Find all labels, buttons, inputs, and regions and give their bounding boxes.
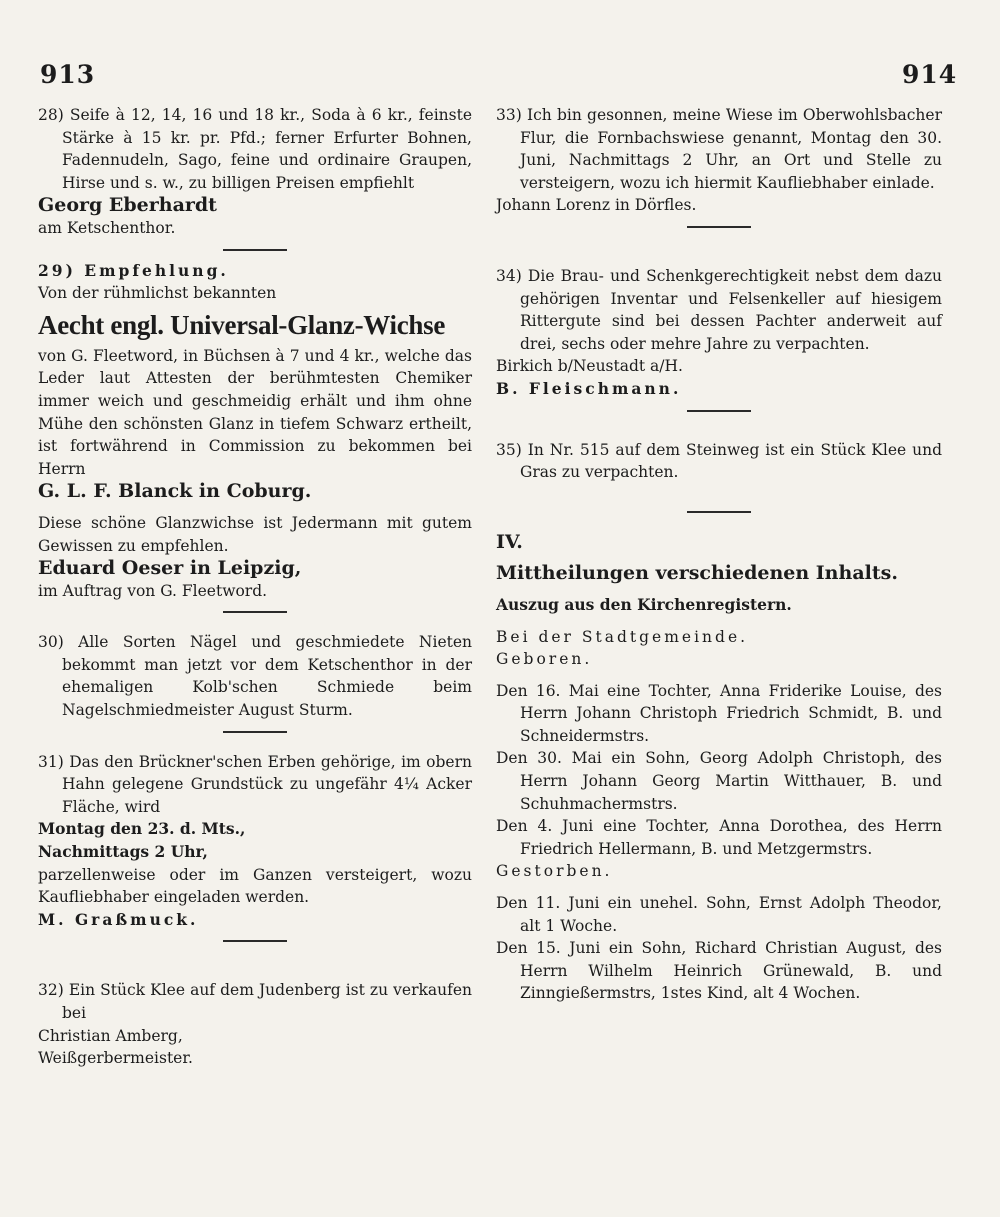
separator-dash: [687, 410, 751, 412]
birth-entry: Den 16. Mai eine Tochter, Anna Friderike Louise, des Herrn Johann Christoph Friedrich Schmidt, B. und Schneidermstrs.: [496, 681, 942, 745]
ad-29-intro: Von der rühmlichst bekannten: [38, 284, 277, 303]
ad-35-text: 35) In Nr. 515 auf dem Steinweg ist ein Stück Klee und Gras zu verpachten.: [496, 440, 942, 482]
section-subtitle: Auszug aus den Kirchenregistern.: [496, 594, 792, 614]
ad-31-date: Montag den 23. d. Mts.,: [38, 819, 246, 839]
ad-29-signature-note: im Auftrag von G. Fleetword.: [38, 581, 268, 600]
ad-31-time: Nachmittags 2 Uhr,: [38, 842, 208, 862]
right-column: [496, 104, 942, 1005]
left-column: [38, 104, 472, 1070]
ad-28-text: 28) Seife à 12, 14, 16 und 18 kr., Soda à 6 kr., feinste Stärke à 15 kr. pr. Pfd.; ferner Erfurter Bohnen, Fadennudeln, Sago, feine und ordinaire Graupen, Hirse und s. w., zu billigen Preisen empfiehlt: [38, 106, 472, 192]
born-heading: Geboren.: [496, 650, 593, 669]
ad-33-text: 33) Ich bin gesonnen, meine Wiese im Oberwohlsbacher Flur, die Fornbachswiese genannt, Montag den 30. Juni, Nachmittags 2 Uhr, an Ort und Stelle zu versteigern, wozu ich hiermit Kaufliebhaber einlade.: [496, 106, 942, 192]
ad-31-text: 31) Das den Brückner'schen Erben gehörige, im obern Hahn gelegene Grundstück zu ungefähr 4¼ Acker Fläche, wird: [38, 752, 472, 816]
separator-dash: [223, 611, 287, 613]
ad-29-product-name: Aecht engl. Universal-Glanz-Wichse: [38, 309, 446, 340]
separator-dash: [223, 940, 287, 942]
ad-34-text: 34) Die Brau- und Schenkgerechtigkeit nebst dem dazu gehörigen Inventar und Felsenkeller auf hiesigem Rittergute sind bei dessen Pachter anderweit auf drei, sechs oder mehre Jahre zu verpachten.: [496, 266, 942, 353]
ad-29-agent: G. L. F. Blanck in Coburg.: [38, 480, 312, 503]
section-title: Mittheilungen verschiedenen Inhalts.: [496, 562, 898, 585]
page-number-left: 913: [40, 60, 96, 89]
ad-28-signature: Georg Eberhardt: [38, 194, 217, 217]
separator-dash: [223, 731, 287, 733]
ad-34-place: Birkich b/Neustadt a/H.: [496, 357, 683, 376]
ad-31-signature: M. Graßmuck.: [38, 909, 199, 929]
ad-32-signature: Christian Amberg,: [38, 1026, 183, 1045]
ad-29-text: von G. Fleetword, in Büchsen à 7 und 4 kr., welche das Leder laut Attesten der berühmtesten Chemiker immer weich und geschmeidig erhält und ihm ohne Mühe den schönsten Glanz in tiefem Schwarz ertheilt, ist fortwährend in Commission zu bekommen bei Herrn: [38, 346, 472, 478]
separator-dash: [223, 249, 287, 251]
ad-30-text: 30) Alle Sorten Nägel und geschmiedete Nieten bekommt man jetzt vor dem Ketschenthor in der ehemaligen Kolb'schen Schmiede beim Nagelschmiedmeister August Sturm.: [38, 633, 472, 720]
ad-29-heading: 29) Empfehlung.: [38, 260, 229, 280]
page-number-right: 914: [902, 60, 958, 89]
separator-dash: [687, 511, 751, 513]
death-entry: Den 15. Juni ein Sohn, Richard Christian August, des Herrn Wilhelm Heinrich Grünewald, B. und Zinngießermstrs, 1stes Kind, alt 4 Wochen.: [496, 939, 942, 1003]
ad-29-signature: Eduard Oeser in Leipzig,: [38, 557, 302, 580]
birth-entry: Den 30. Mai ein Sohn, Georg Adolph Christoph, des Herrn Johann Georg Martin Witthauer, B. und Schuhmachermstrs.: [496, 749, 942, 813]
parish-heading: Bei der Stadtgemeinde.: [496, 627, 749, 646]
ad-29-recommendation: Diese schöne Glanzwichse ist Jedermann mit gutem Gewissen zu empfehlen.: [38, 513, 472, 555]
ad-32-profession: Weißgerbermeister.: [38, 1049, 193, 1068]
ad-34-signature: B. Fleischmann.: [496, 378, 682, 398]
birth-entry: Den 4. Juni eine Tochter, Anna Dorothea, des Herrn Friedrich Hellermann, B. und Metzgermstrs.: [496, 817, 942, 858]
death-entry: Den 11. Juni ein unehel. Sohn, Ernst Adolph Theodor, alt 1 Woche.: [496, 894, 942, 935]
died-heading: Gestorben.: [496, 862, 613, 881]
ad-33-signature: Johann Lorenz in Dörfles.: [496, 196, 697, 215]
ad-31-text-2: parzellenweise oder im Ganzen versteigert, wozu Kaufliebhaber eingeladen werden.: [38, 865, 472, 907]
ad-32-text: 32) Ein Stück Klee auf dem Judenberg ist zu verkaufen bei: [38, 981, 472, 1022]
section-number: IV.: [496, 530, 523, 553]
separator-dash: [687, 226, 751, 228]
ad-28-location: am Ketschenthor.: [38, 218, 176, 237]
